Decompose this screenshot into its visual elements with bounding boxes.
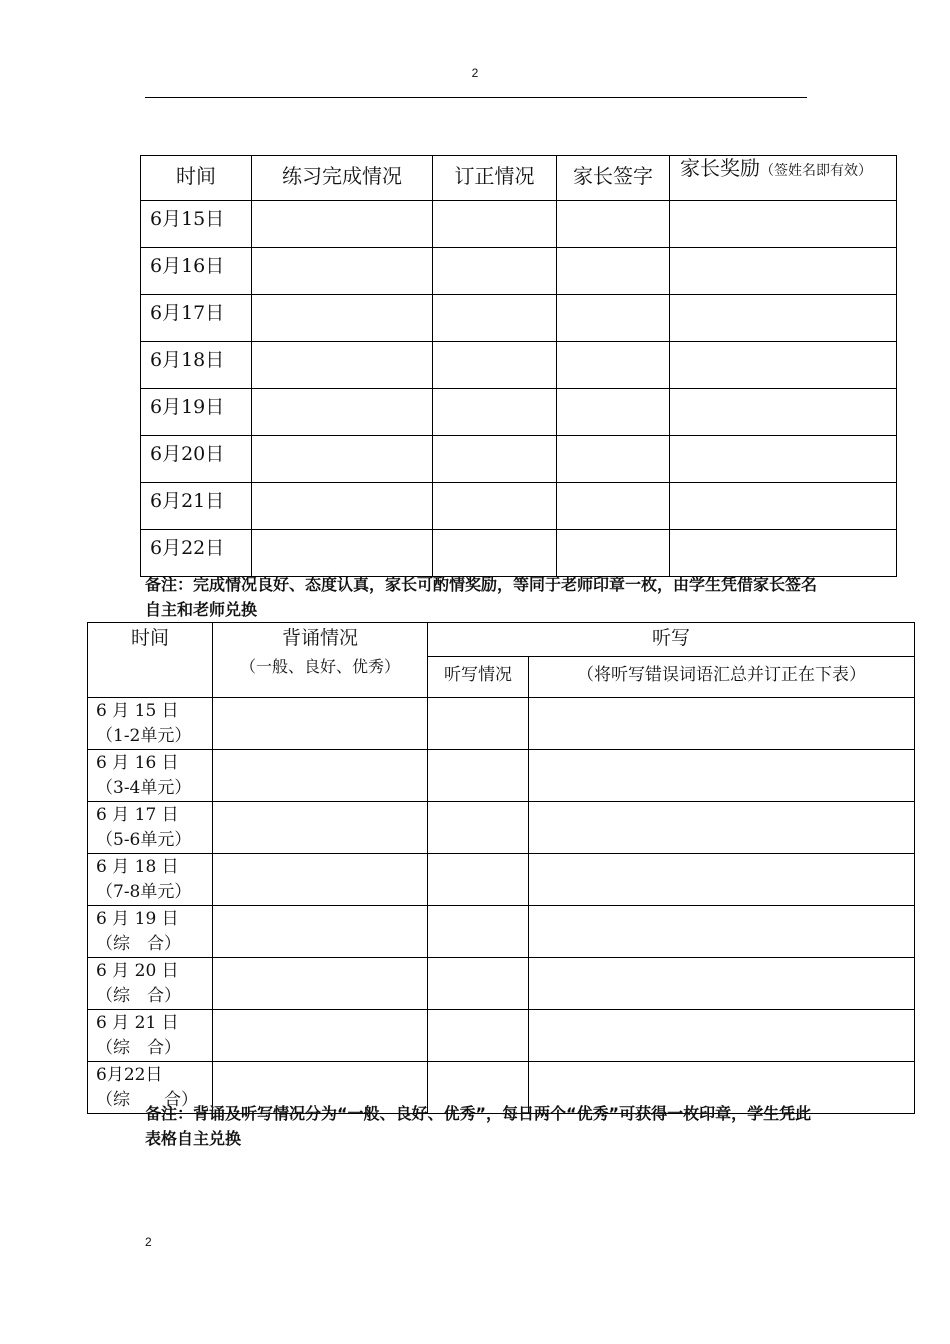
cell-dictation-corrections[interactable] [529,1010,915,1062]
cell-correction[interactable] [433,483,557,530]
table-header-row [88,623,915,657]
row-unit-label: （3-4单元） [96,778,192,798]
cell-dictation-status[interactable] [428,1010,529,1062]
table-row [88,698,915,750]
row-date [88,698,213,750]
cell-correction[interactable] [433,436,557,483]
cell-correction[interactable] [433,295,557,342]
cell-signature[interactable] [557,389,670,436]
row-date-label: 6 月 17 日 [96,805,179,825]
header-parent-signature: 家长签字 [557,156,670,201]
row-date [88,906,213,958]
table-row [88,854,915,906]
cell-correction[interactable] [433,342,557,389]
cell-recitation[interactable] [213,1010,428,1062]
cell-dictation-status[interactable] [428,906,529,958]
table-row [141,295,897,342]
cell-practice[interactable] [252,295,433,342]
row-date-label: 6 月 20 日 [96,961,179,981]
note-recitation-dictation: 备注：背诵及听写情况分为“一般、良好、优秀”，每日两个“优秀”可获得一枚印章，学生凭此表格自主兑换 [145,1104,812,1148]
table-row [141,483,897,530]
cell-recitation[interactable] [213,906,428,958]
cell-recitation[interactable] [213,854,428,906]
cell-dictation-status[interactable] [428,854,529,906]
table-row [141,389,897,436]
cell-recitation[interactable] [213,802,428,854]
cell-reward[interactable] [670,342,897,389]
header-parent-reward-label: 家长奖励 [680,156,760,180]
cell-dictation-corrections[interactable] [529,698,915,750]
table-row [88,958,915,1010]
cell-dictation-status[interactable] [428,802,529,854]
table-row [141,530,897,577]
practice-log-table [140,155,897,577]
header-recitation-levels: （一般、良好、优秀） [239,657,400,676]
cell-signature[interactable] [557,436,670,483]
header-page-number: 2 [471,66,479,80]
header-parent-reward [670,156,897,201]
cell-practice[interactable] [252,201,433,248]
header-practice-completion: 练习完成情况 [252,156,433,201]
cell-dictation-corrections[interactable] [529,958,915,1010]
row-date: 6月16日 [141,248,252,295]
row-date: 6月17日 [141,295,252,342]
cell-correction[interactable] [433,530,557,577]
row-unit-label: （1-2单元） [96,726,192,746]
row-unit-label: （综 合） [96,1038,181,1058]
row-unit-label: （综 合） [96,934,181,954]
cell-practice[interactable] [252,248,433,295]
table-header-row [141,156,897,201]
row-date-label: 6 月 15 日 [96,701,179,721]
cell-dictation-corrections[interactable] [529,750,915,802]
cell-signature[interactable] [557,530,670,577]
header-dictation-status: 听写情况 [428,657,529,698]
header-parent-reward-note: （签姓名即有效） [760,163,872,179]
cell-signature[interactable] [557,201,670,248]
row-date-label: 6 月 16 日 [96,753,179,773]
table-row [88,1010,915,1062]
cell-signature[interactable] [557,342,670,389]
cell-dictation-corrections[interactable] [529,906,915,958]
header-recitation [213,623,428,698]
table-row [141,436,897,483]
note-practice-reward: 备注：完成情况良好、态度认真，家长可酌情奖励，等同于老师印章一枚，由学生凭借家长签名自主和老师兑换 [145,575,818,619]
cell-reward[interactable] [670,201,897,248]
row-date [88,802,213,854]
cell-dictation-corrections[interactable] [529,802,915,854]
cell-signature[interactable] [557,483,670,530]
row-date [88,1010,213,1062]
cell-reward[interactable] [670,248,897,295]
row-date [88,958,213,1010]
cell-recitation[interactable] [213,750,428,802]
header-recitation-label: 背诵情况 [281,627,358,649]
cell-dictation-status[interactable] [428,958,529,1010]
row-date: 6月22日 [141,530,252,577]
row-unit-label: （综 合） [96,986,181,1006]
cell-reward[interactable] [670,389,897,436]
cell-reward[interactable] [670,295,897,342]
table-row [141,248,897,295]
cell-recitation[interactable] [213,958,428,1010]
row-unit-label: （综 合） [96,1090,198,1110]
header-time: 时间 [88,623,213,698]
header-dictation: 听写 [428,623,915,657]
row-date-label: 6 月 18 日 [96,857,179,877]
cell-practice[interactable] [252,436,433,483]
row-date-label: 6 月 21 日 [96,1013,179,1033]
row-unit-label: （5-6单元） [96,830,192,850]
row-date-label: 6月22日 [96,1065,163,1085]
header-rule [145,97,807,98]
cell-signature[interactable] [557,295,670,342]
table-row [88,906,915,958]
cell-dictation-status[interactable] [428,698,529,750]
table-row [88,750,915,802]
table-row [88,802,915,854]
cell-practice[interactable] [252,342,433,389]
row-date: 6月15日 [141,201,252,248]
cell-recitation[interactable] [213,698,428,750]
footer-page-number: 2 [145,1235,152,1249]
header-time: 时间 [141,156,252,201]
table-row [141,342,897,389]
row-unit-label: （7-8单元） [96,882,192,902]
cell-correction[interactable] [433,389,557,436]
row-date: 6月21日 [141,483,252,530]
row-date [88,750,213,802]
cell-correction[interactable] [433,201,557,248]
header-correction: 订正情况 [433,156,557,201]
row-date: 6月19日 [141,389,252,436]
row-date [88,854,213,906]
row-date: 6月18日 [141,342,252,389]
cell-practice[interactable] [252,530,433,577]
header-dictation-note: （将听写错误词语汇总并订正在下表） [529,657,915,698]
cell-signature[interactable] [557,248,670,295]
row-date-label: 6 月 19 日 [96,909,179,929]
cell-practice[interactable] [252,389,433,436]
cell-reward[interactable] [670,483,897,530]
table-row [141,201,897,248]
recitation-dictation-table [87,622,915,1114]
cell-practice[interactable] [252,483,433,530]
row-date: 6月20日 [141,436,252,483]
cell-dictation-status[interactable] [428,750,529,802]
cell-dictation-corrections[interactable] [529,854,915,906]
cell-correction[interactable] [433,248,557,295]
cell-reward[interactable] [670,530,897,577]
cell-reward[interactable] [670,436,897,483]
